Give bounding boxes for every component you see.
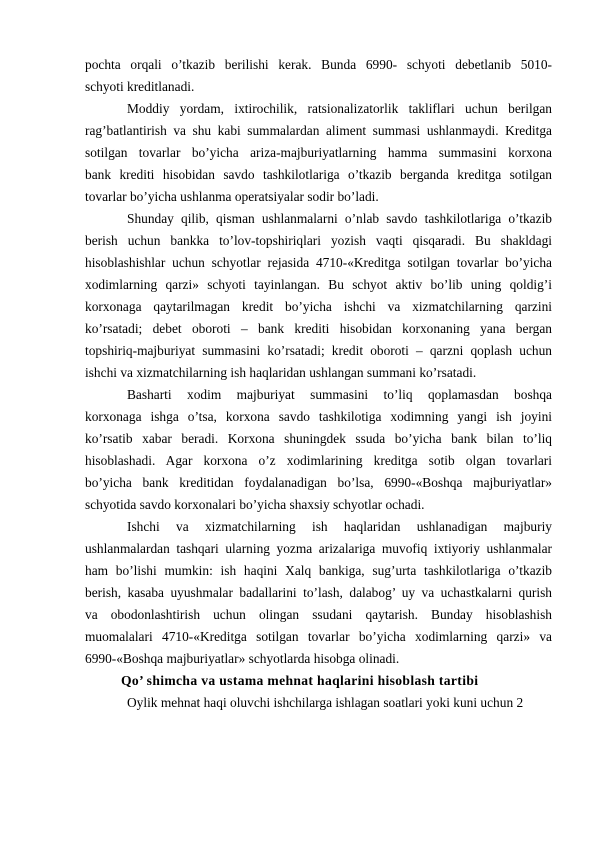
text-line: bank krediti hisobidan savdo tashkilotlariga o’tkazib berganda kreditga sotilgan — [85, 167, 552, 182]
text-line: Shunday qilib, qisman ushlanmalarni o’nlab savdo tashkilotlariga o’tkazib — [127, 211, 552, 226]
text-line: hisoblashishlar uchun schyotlar rejasida 4710-«Kreditga sotilgan tovarlar bo’yicha — [85, 255, 552, 270]
text-line: va obodonlashtirish uchun olingan ssudani qaytarish. Bunday hisoblashish — [85, 607, 552, 622]
text-line: korxonaga qaytarilmagan kredit bo’yicha ishchi va xizmatchilarning qarzini — [85, 299, 552, 314]
text-line: xodimlarning qarzi» schyoti tayinlangan. Bu schyot aktiv bo’lib uning qoldig’i — [85, 277, 552, 292]
text-line: bo’yicha bank kreditidan foydalanadigan bo’lsa, 6990-«Boshqa majburiyatlar» — [85, 475, 552, 490]
text-line: topshiriq-majburiyat summasini ko’rsatadi; kredit oboroti – qarzni qoplash uchun — [85, 343, 552, 358]
text-line: ko’rsatadi; debet oboroti – bank krediti hisobidan korxonaning yana bergan — [85, 321, 552, 336]
text-line: Oylik mehnat haqi oluvchi ishchilarga ishlagan soatlari yoki kuni uchun 2 — [127, 695, 524, 710]
text-line: schyoti kreditlanadi. — [85, 79, 195, 94]
text-line: ushlanmalardan tashqari ularning yozma arizalariga muvofiq ixtiyoriy ushlanmalar — [85, 541, 552, 556]
text-line: schyotida savdo korxonalari bo’yicha shaxsiy schyotlar ochadi. — [85, 497, 425, 512]
section-heading: Qo’ shimcha va ustama mehnat haqlarini hisoblash tartibi — [121, 673, 479, 688]
text-line: Ishchi va xizmatchilarning ish haqlaridan ushlanadigan majburiy — [127, 519, 552, 534]
text-line: 6990-«Boshqa majburiyatlar» schyotlarda hisobga olinadi. — [85, 651, 400, 666]
text-line: Moddiy yordam, ixtirochilik, ratsionalizatorlik takliflari uchun berilgan — [127, 101, 552, 116]
text-line: muomalalari 4710-«Kreditga sotilgan tovarlar bo’yicha xodimlarning qarzi» va — [85, 629, 552, 644]
text-line: korxonaga ishga o’tsa, korxona savdo tashkilotiga xodimning yangi ish joyini — [85, 409, 552, 424]
text-line: ishchi va xizmatchilarning ish haqlaridan ushlangan summani ko’rsatadi. — [85, 365, 477, 380]
text-line: sotilgan tovarlar bo’yicha ariza-majburiyatlarning hamma summasini korxona — [85, 145, 552, 160]
text-line: Basharti xodim majburiyat summasini to’liq qoplamasdan boshqa — [127, 387, 552, 402]
text-line: ham bo’lishi mumkin: ish haqini Xalq bankiga, sug’urta tashkilotlariga o’tkazib — [85, 563, 552, 578]
text-line: tovarlar bo’yicha ushlanma operatsiyalar sodir bo’ladi. — [85, 189, 379, 204]
text-line: ko’rsatib xabar beradi. Korxona shuningdek ssuda bo’yicha bank bilan to’liq — [85, 431, 552, 446]
text-line: pochta orqali o’tkazib berilishi kerak. Bunda 6990- schyoti debetlanib 5010- — [85, 57, 552, 72]
text-line: berish, kasaba uyushmalar badallarini to’lash, dalabog’ uy va uchastkalarni qurish — [85, 585, 552, 600]
text-line: berish uchun bankka to’lov-topshiriqlari yozish vaqti qisqaradi. Bu shakldagi — [85, 233, 552, 248]
text-line: rag’batlantirish va shu kabi summalardan aliment summasi ushlanmaydi. Kreditga — [85, 123, 552, 138]
text-line: hisoblashadi. Agar korxona o’z xodimlarining kreditga sotib olgan tovarlari — [85, 453, 552, 468]
